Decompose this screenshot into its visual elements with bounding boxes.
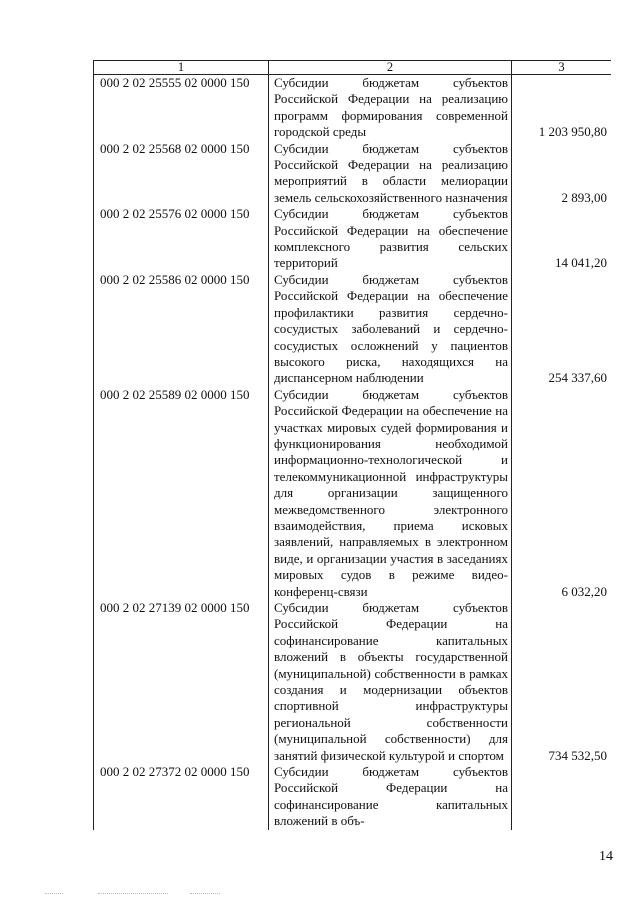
description: Субсидии бюджетам субъектов Российской Федерации на обеспечение на участках мировых судей формирования и функционирования необходимой информационно-технологической и телекоммуникационной инфраструктуры для организации защищенного межведомственного электронного взаимодействия, приема исковых заявлений, направляемых в электронном виде, и организации участия в заседаниях мировых судов в режиме видео-конференц-связи <box>269 387 512 600</box>
column-header-1: 1 <box>94 61 269 75</box>
table-header-row <box>94 61 612 75</box>
amount: 14 041,20 <box>512 206 612 272</box>
budget-code: 000 2 02 27139 02 0000 150 <box>94 600 269 764</box>
column-header-3: 3 <box>512 61 612 75</box>
description: Субсидии бюджетам субъектов Российской Федерации на обеспечение комплексного развития сельских территорий <box>269 206 512 272</box>
description: Субсидии бюджетам субъектов Российской Федерации на реализацию программ формирования современной городской среды <box>269 75 512 141</box>
budget-code: 000 2 02 25576 02 0000 150 <box>94 206 269 272</box>
budget-table <box>93 60 611 830</box>
table-row <box>94 764 612 830</box>
budget-code: 000 2 02 25586 02 0000 150 <box>94 272 269 387</box>
amount: 6 032,20 <box>512 387 612 600</box>
scan-artifact <box>45 893 63 894</box>
description: Субсидии бюджетам субъектов Российской Федерации на софинансирование капитальных вложений в объекты государственной (муниципальной) собственности в рамках создания и модернизации объектов спортивной инфраструктуры региональной собственности (муниципальной собственности) для занятий физической культурой и спортом <box>269 600 512 764</box>
budget-code: 000 2 02 25568 02 0000 150 <box>94 141 269 207</box>
table-row <box>94 272 612 387</box>
amount <box>512 764 612 830</box>
table-row <box>94 206 612 272</box>
page-number: 14 <box>599 849 613 864</box>
scan-artifact <box>190 893 220 894</box>
amount: 734 532,50 <box>512 600 612 764</box>
table-row <box>94 600 612 764</box>
description: Субсидии бюджетам субъектов Российской Федерации на софинансирование капитальных вложений в объ- <box>269 764 512 830</box>
description: Субсидии бюджетам субъектов Российской Федерации на реализацию мероприятий в области мелиорации земель сельскохозяйственного назначения <box>269 141 512 207</box>
budget-code: 000 2 02 27372 02 0000 150 <box>94 764 269 830</box>
budget-code: 000 2 02 25555 02 0000 150 <box>94 75 269 141</box>
amount: 2 893,00 <box>512 141 612 207</box>
budget-code: 000 2 02 25589 02 0000 150 <box>94 387 269 600</box>
scan-artifact <box>98 893 168 894</box>
amount: 1 203 950,80 <box>512 75 612 141</box>
table-row <box>94 75 612 141</box>
column-header-2: 2 <box>269 61 512 75</box>
description: Субсидии бюджетам субъектов Российской Федерации на обеспечение профилактики развития сердечно-сосудистых заболеваний и сердечно-сосудистых осложнений у пациентов высокого риска, находящихся на диспансерном наблюдении <box>269 272 512 387</box>
amount: 254 337,60 <box>512 272 612 387</box>
table-frame <box>93 60 611 838</box>
table-row <box>94 387 612 600</box>
table-row <box>94 141 612 207</box>
